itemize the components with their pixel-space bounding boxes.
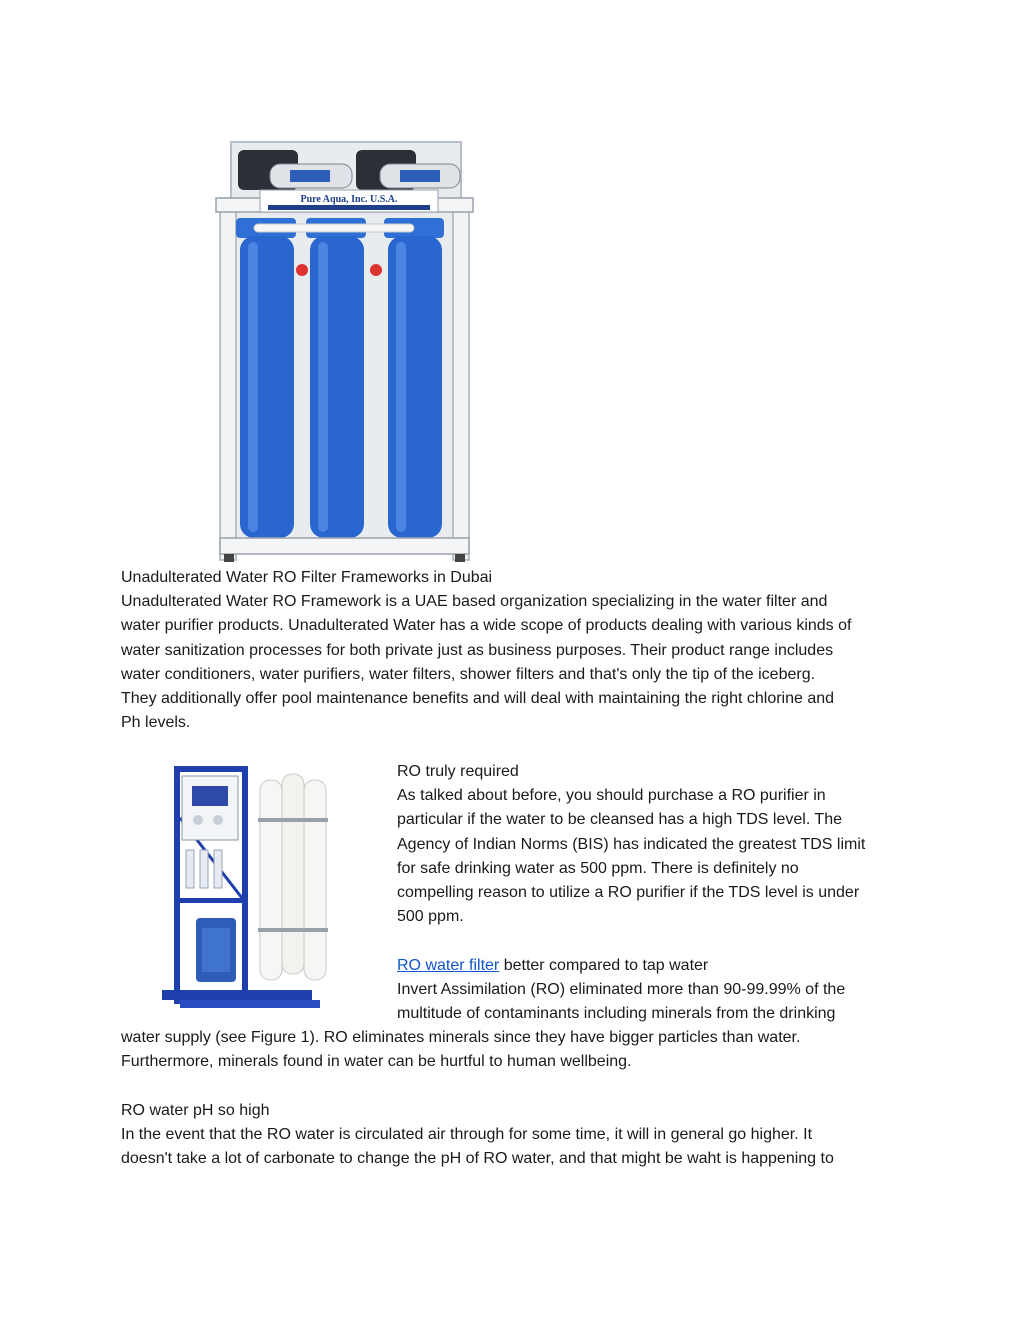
section-heading: RO water pH so high	[121, 1102, 270, 1119]
paragraph-line: 500 ppm.	[397, 908, 464, 926]
paragraph-line: multitude of contaminants including minerals from the drinking	[397, 1005, 836, 1023]
paragraph-line: for safe drinking water as 500 ppm. There is definitely no	[397, 859, 799, 877]
section-ro-required	[397, 760, 897, 1026]
paragraph-line: doesn't take a lot of carbonate to change the pH of RO water, and that might be waht is happening to	[121, 1150, 834, 1168]
paragraph-line: Ph levels.	[121, 714, 191, 732]
ro-filter-system-image	[120, 120, 567, 565]
paragraph-line: Agency of Indian Norms (BIS) has indicated the greatest TDS limit	[397, 835, 866, 853]
brand-label: Pure Aqua, Inc. U.S.A.	[300, 194, 398, 205]
paragraph-line: They additionally offer pool maintenance benefits and will deal with maintaining the right chlorine and	[121, 690, 835, 708]
heading-rest: better compared to tap water	[499, 956, 709, 974]
paragraph-line: particular if the water to be cleansed has a high TDS level. The	[397, 811, 842, 829]
section-ro-ph	[121, 1099, 921, 1172]
section-heading-ro-water-filter	[397, 954, 897, 978]
paragraph-line: In the event that the RO water is circulated air through for some time, it will in general go higher. It	[121, 1126, 813, 1144]
section-heading: Unadulterated Water RO Filter Frameworks in Dubai	[121, 569, 493, 586]
ro-water-filter-link[interactable]: RO water filter	[397, 956, 500, 974]
paragraph-line: Furthermore, minerals found in water can be hurtful to human wellbeing.	[121, 1053, 632, 1071]
paragraph-line: As talked about before, you should purchase a RO purifier in	[397, 787, 826, 805]
industrial-ro-unit-image	[122, 758, 370, 1016]
paragraph-gap	[397, 929, 897, 953]
paragraph-line: water conditioners, water purifiers, water filters, shower filters and that's only the tip of the iceberg.	[121, 665, 816, 683]
paragraph-line: Invert Assimilation (RO) eliminated more than 90-99.99% of the	[397, 980, 846, 998]
paragraph-line: water sanitization processes for both private just as business purposes. Their product range includes	[121, 641, 834, 659]
section-water-ro-frameworks	[121, 566, 921, 735]
paragraph-line: Unadulterated Water RO Framework is a UAE based organization specializing in the water filter and	[121, 593, 828, 611]
paragraph-line: compelling reason to utilize a RO purifier if the TDS level is under	[397, 884, 860, 902]
section-ro-continued	[121, 1026, 921, 1074]
section-heading: RO truly required	[397, 763, 519, 780]
paragraph-line: water purifier products. Unadulterated Water has a wide scope of products dealing with various kinds of	[121, 617, 852, 635]
paragraph-line: water supply (see Figure 1). RO eliminates minerals since they have bigger particles than water.	[121, 1029, 801, 1046]
